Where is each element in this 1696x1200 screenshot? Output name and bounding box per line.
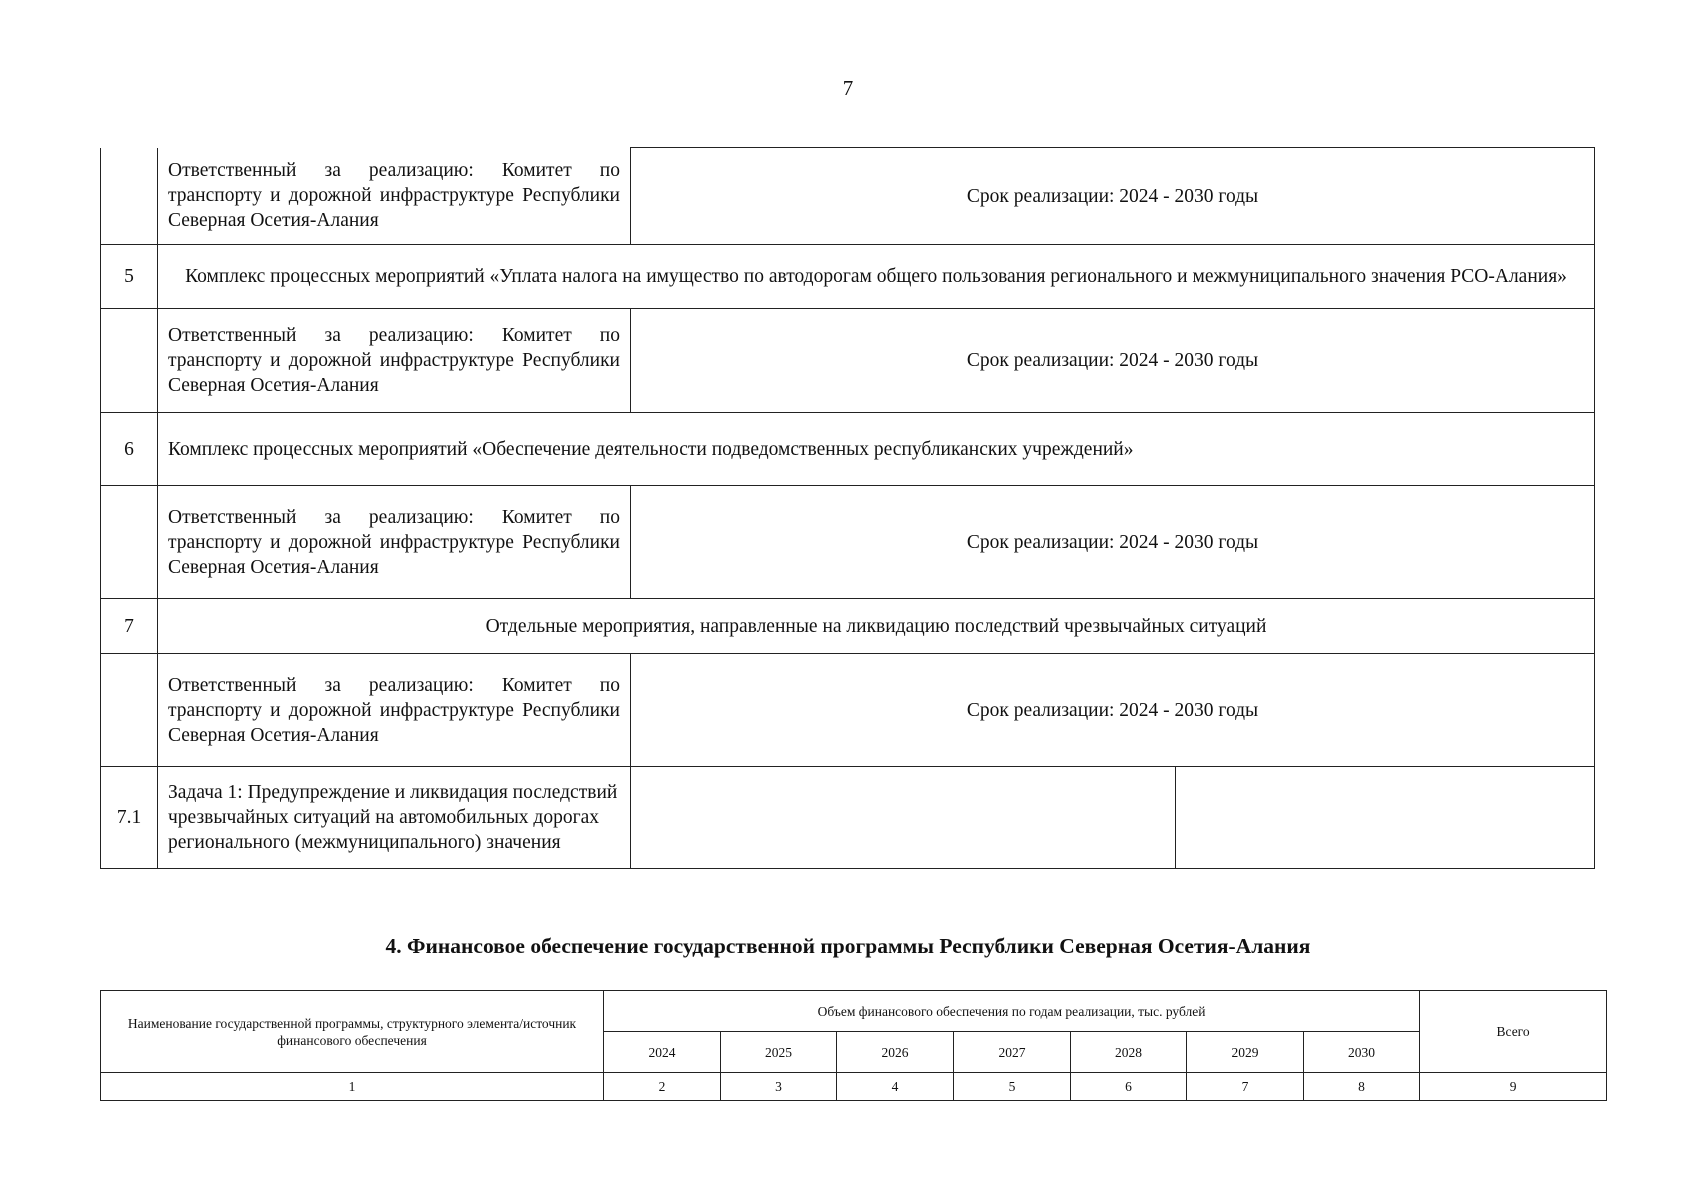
column-number: 7 [1187,1073,1304,1101]
column-number: 4 [837,1073,954,1101]
finance-header-row [101,991,1607,1032]
column-number: 8 [1304,1073,1420,1101]
name-header: Наименование государственной программы, структурного элемента/источник финансового обеспечения [101,991,604,1073]
section-heading: 4. Финансовое обеспечение государственной программы Республики Северная Осетия-Алания [385,934,1311,958]
column-number: 2 [604,1073,721,1101]
responsible-cell: Ответственный за реализацию: Комитет по транспорту и дорожной инфраструктуре Республики Северная Осетия-Алания [158,148,631,245]
year-header: 2026 [837,1032,954,1073]
row-number: 6 [101,413,158,486]
total-header: Всего [1420,991,1607,1073]
responsible-cell: Ответственный за реализацию: Комитет по транспорту и дорожной инфраструктуре Республики Северная Осетия-Алания [158,309,631,413]
year-header: 2025 [721,1032,837,1073]
deadline-cell: Срок реализации: 2024 - 2030 годы [631,148,1595,245]
table-row [101,767,1595,869]
table-row [101,654,1595,767]
deadline-cell: Срок реализации: 2024 - 2030 годы [631,654,1595,767]
column-number: 6 [1071,1073,1187,1101]
row-number: 5 [101,245,158,309]
row-number: 7 [101,599,158,654]
complex-title-cell: Отдельные мероприятия, направленные на ликвидацию последствий чрезвычайных ситуаций [158,599,1595,654]
year-header: 2027 [954,1032,1071,1073]
page-number: 7 [842,76,854,100]
responsible-cell: Ответственный за реализацию: Комитет по транспорту и дорожной инфраструктуре Республики Северная Осетия-Алания [158,486,631,599]
year-header: 2029 [1187,1032,1304,1073]
row-number [101,654,158,767]
year-header: 2024 [604,1032,721,1073]
table-row [101,413,1595,486]
deadline-cell: Срок реализации: 2024 - 2030 годы [631,309,1595,413]
year-header: 2030 [1304,1032,1420,1073]
table-row [101,486,1595,599]
column-number: 1 [101,1073,604,1101]
row-number [101,148,158,245]
table-row [101,148,1595,245]
column-number: 9 [1420,1073,1607,1101]
row-number [101,309,158,413]
deadline-cell: Срок реализации: 2024 - 2030 годы [631,486,1595,599]
task-cell: Задача 1: Предупреждение и ликвидация последствий чрезвычайных ситуаций на автомобильных дорогах регионального (межмуниципального) значения [158,767,631,869]
complex-title-cell: Комплекс процессных мероприятий «Обеспечение деятельности подведомственных республиканских учреждений» [158,413,1595,486]
row-number [101,486,158,599]
column-number: 5 [954,1073,1071,1101]
column-number: 3 [721,1073,837,1101]
empty-cell [631,767,1176,869]
column-number-row [101,1073,1607,1101]
responsible-cell: Ответственный за реализацию: Комитет по транспорту и дорожной инфраструктуре Республики Северная Осетия-Алания [158,654,631,767]
row-number: 7.1 [101,767,158,869]
year-header: 2028 [1071,1032,1187,1073]
empty-cell [1176,767,1595,869]
complex-title-cell: Комплекс процессных мероприятий «Уплата налога на имущество по автодорогам общего пользования регионального и межмуниципального значения РСО-Алания» [158,245,1595,309]
activities-table [100,147,1595,869]
finance-table [100,990,1607,1101]
table-row [101,599,1595,654]
table-row [101,245,1595,309]
table-row [101,309,1595,413]
volume-header: Объем финансового обеспечения по годам реализации, тыс. рублей [604,991,1420,1032]
